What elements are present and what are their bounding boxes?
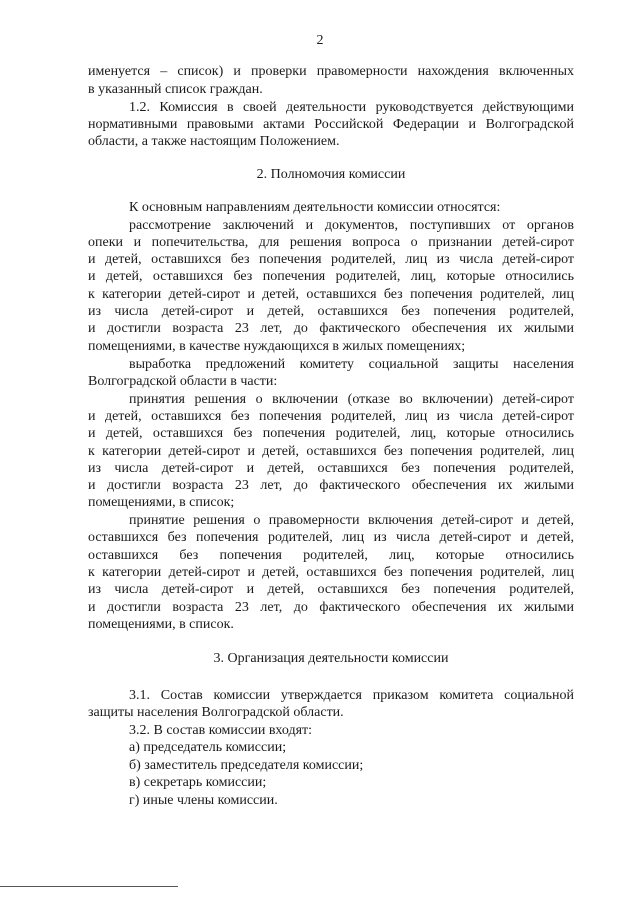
body-line: а) председатель комиссии;: [129, 740, 287, 755]
section-heading: 3. Организация деятельности комиссии: [213, 651, 449, 666]
body-line: помещениями, в список.: [88, 617, 234, 632]
body-line: и детей, оставшихся без попечения родителей, лиц, которые относились: [88, 426, 574, 441]
body-line: 1.2. Комиссия в своей деятельности руководствуется действующими: [129, 100, 574, 115]
body-line: к категории детей-сирот и детей, оставшихся без попечения родителей, лиц: [88, 287, 574, 302]
body-line: защиты населения Волгоградской области.: [88, 705, 344, 720]
body-line: выработка предложений комитету социальной защиты населения: [129, 357, 574, 372]
body-line: области, а также настоящим Положением.: [88, 134, 340, 149]
body-line: нормативными правовыми актами Российской Федерации и Волгоградской: [88, 117, 574, 132]
page-number: 2: [316, 33, 324, 48]
body-line: г) иные члены комиссии.: [129, 793, 278, 808]
body-line: к категории детей-сирот и детей, оставшихся без попечения родителей, лиц: [88, 444, 574, 459]
body-line: к категории детей-сирот и детей, оставшихся без попечения родителей, лиц: [88, 565, 574, 580]
body-line: помещениями, в качестве нуждающихся в жилых помещениях;: [88, 339, 466, 354]
body-line: и детей, оставшихся без попечения родителей, лиц из числа детей-сирот: [88, 409, 574, 424]
body-line: в указанный список граждан.: [88, 82, 263, 97]
body-line: из числа детей-сирот и детей, оставшихся без попечения родителей,: [88, 304, 574, 319]
body-line: принятие решения о правомерности включения детей-сирот и детей,: [129, 513, 574, 528]
body-line: опеки и попечительства, для решения вопроса о признании детей-сирот: [88, 235, 574, 250]
body-line: принятия решения о включении (отказе во включении) детей-сирот: [129, 392, 574, 407]
body-line: Волгоградской области в части:: [88, 374, 278, 389]
body-line: К основным направлениям деятельности комиссии относятся:: [129, 200, 501, 215]
footnote-rule: [0, 886, 178, 887]
body-line: и достигли возраста 23 лет, до фактического обеспечения их жилыми: [88, 478, 574, 493]
body-line: из числа детей-сирот и детей, оставшихся без попечения родителей,: [88, 582, 574, 597]
body-line: из числа детей-сирот и детей, оставшихся без попечения родителей,: [88, 461, 574, 476]
body-line: 3.1. Состав комиссии утверждается приказом комитета социальной: [129, 688, 574, 703]
body-line: оставшихся без попечения родителей, лиц, которые относились: [88, 548, 574, 563]
section-heading: 2. Полномочия комиссии: [256, 167, 406, 182]
body-line: в) секретарь комиссии;: [129, 775, 267, 790]
body-line: рассмотрение заключений и документов, поступивших от органов: [129, 218, 574, 233]
body-line: б) заместитель председателя комиссии;: [129, 758, 364, 773]
body-line: оставшихся без попечения родителей, лиц из числа детей-сирот и детей,: [88, 530, 574, 545]
body-line: и достигли возраста 23 лет, до фактического обеспечения их жилыми: [88, 321, 574, 336]
body-line: и детей, оставшихся без попечения родителей, лиц, которые относились: [88, 269, 574, 284]
body-line: именуется – список) и проверки правомерности нахождения включенных: [88, 64, 574, 79]
body-line: 3.2. В состав комиссии входят:: [129, 723, 313, 738]
body-line: помещениями, в список;: [88, 495, 235, 510]
body-line: и детей, оставшихся без попечения родителей, лиц из числа детей-сирот: [88, 252, 574, 267]
body-line: и достигли возраста 23 лет, до фактического обеспечения их жилыми: [88, 600, 574, 615]
